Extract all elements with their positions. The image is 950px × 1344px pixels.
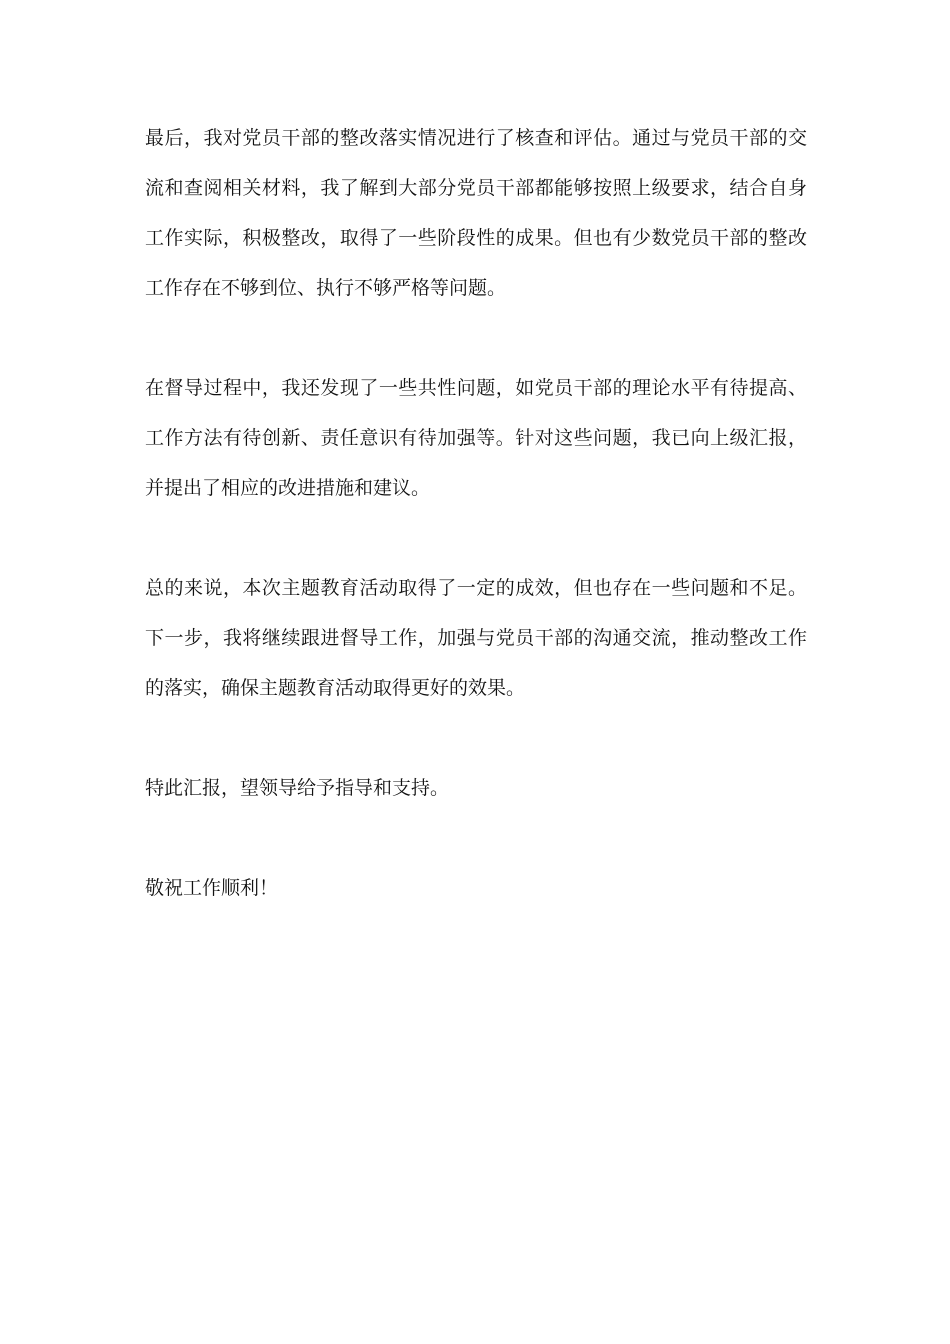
paragraph-report-request: 特此汇报，望领导给予指导和支持。 bbox=[145, 777, 450, 799]
document-body bbox=[145, 113, 807, 913]
paragraph-common-issues: 在督导过程中，我还发现了一些共性问题，如党员干部的理论水平有待提高、工作方法有待创新、责任意识有待加强等。针对这些问题，我已向上级汇报，并提出了相应的改进措施和建议。 bbox=[145, 377, 807, 499]
paragraph-closing: 敬祝工作顺利！ bbox=[145, 877, 279, 899]
paragraph-summary: 总的来说，本次主题教育活动取得了一定的成效，但也存在一些问题和不足。下一步，我将继续跟进督导工作，加强与党员干部的沟通交流，推动整改工作的落实，确保主题教育活动取得更好的效果。 bbox=[145, 577, 807, 699]
paragraph-rectification-review: 最后，我对党员干部的整改落实情况进行了核查和评估。通过与党员干部的交流和查阅相关材料，我了解到大部分党员干部都能够按照上级要求，结合自身工作实际，积极整改，取得了一些阶段性的成果。但也有少数党员干部的整改工作存在不够到位、执行不够严格等问题。 bbox=[145, 127, 807, 299]
